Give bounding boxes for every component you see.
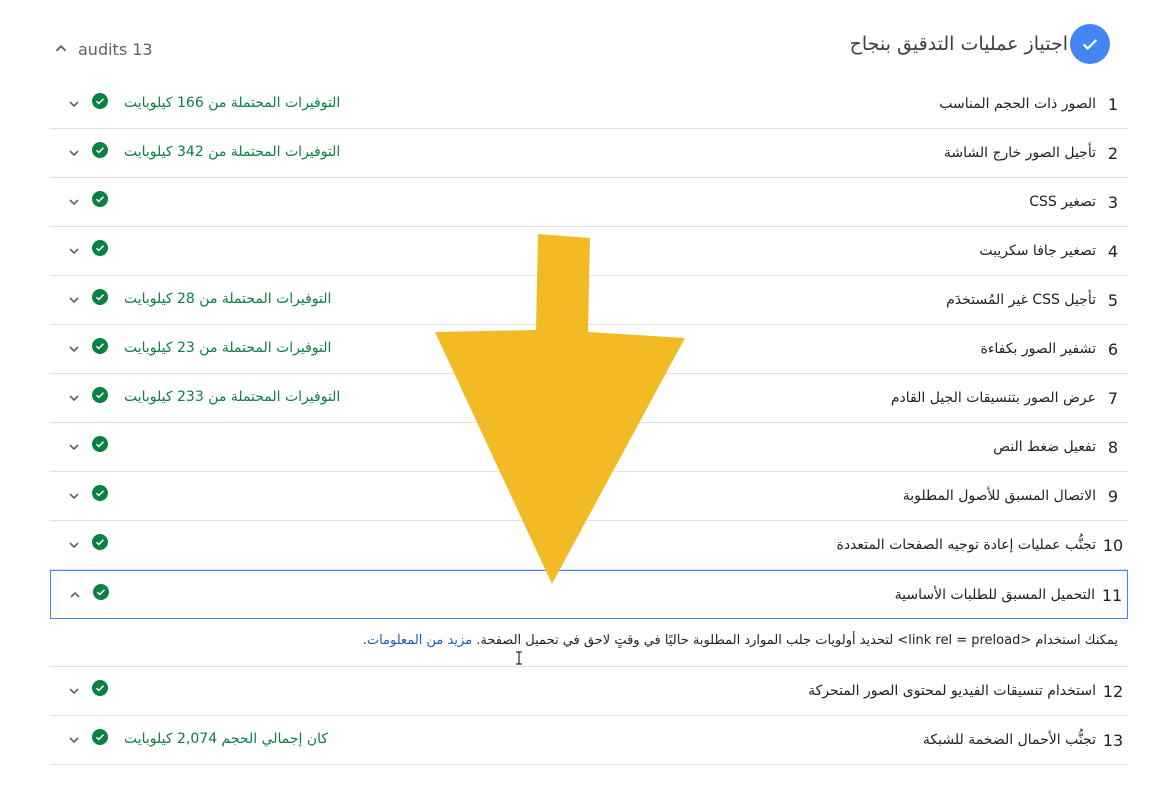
audit-title: تصغير CSS: [1029, 194, 1096, 210]
pass-check-icon: [92, 485, 108, 501]
audit-number: 8: [1107, 437, 1119, 457]
chevron-down-icon[interactable]: [66, 194, 82, 210]
audit-savings: التوفيرات المحتملة من 166 كيلوبايت: [124, 95, 341, 111]
chevron-down-icon[interactable]: [66, 145, 82, 161]
pass-check-icon: [92, 191, 108, 207]
audit-row-status: [67, 571, 109, 619]
audit-description-panel: [50, 619, 1128, 667]
pass-check-icon: [92, 338, 108, 354]
chevron-down-icon[interactable]: [66, 488, 82, 504]
audit-number: 6: [1107, 339, 1119, 359]
audit-savings: التوفيرات المحتملة من 23 كيلوبايت: [124, 340, 332, 356]
audits-count: audits 13: [78, 39, 153, 59]
audit-row-status: [66, 227, 108, 275]
audit-row[interactable]: [50, 716, 1128, 765]
chevron-down-icon[interactable]: [66, 390, 82, 406]
audit-row[interactable]: [50, 129, 1128, 178]
audit-row-status: [66, 374, 340, 422]
audit-row-status: [66, 521, 108, 569]
audit-number: 1: [1107, 94, 1119, 114]
audit-number: 4: [1107, 241, 1119, 261]
chevron-down-icon[interactable]: [66, 439, 82, 455]
audit-row[interactable]: [50, 667, 1128, 716]
audit-savings: التوفيرات المحتملة من 342 كيلوبايت: [124, 144, 341, 160]
audit-row-status: [66, 472, 108, 520]
description-suffix: .: [362, 633, 367, 648]
chevron-down-icon[interactable]: [66, 341, 82, 357]
audit-savings: التوفيرات المحتملة من 233 كيلوبايت: [124, 389, 341, 405]
audit-savings: كان إجمالي الحجم 2,074 كيلوبايت: [124, 731, 329, 747]
audit-row-status: [66, 716, 328, 764]
pass-check-icon: [92, 142, 108, 158]
audit-description: يمكنك استخدام <link rel = preload> لتحديد أولويات جلب الموارد المطلوبة حاليًا في وقتٍ لاحق في تحميل الصفحة.: [476, 633, 1118, 648]
audit-number: 13: [1102, 730, 1124, 750]
audit-number: 3: [1107, 192, 1119, 212]
audit-title: تأجيل الصور خارج الشاشة: [943, 145, 1096, 161]
passed-check-icon: [1070, 24, 1110, 64]
audit-title: تفعيل ضغط النص: [993, 439, 1096, 455]
audit-group-header: [50, 24, 1110, 74]
audit-title: تشفير الصور بكفاءة: [980, 341, 1096, 357]
audit-row[interactable]: [50, 178, 1128, 227]
pass-check-icon: [92, 93, 108, 109]
chevron-down-icon[interactable]: [66, 537, 82, 553]
audit-savings: التوفيرات المحتملة من 28 كيلوبايت: [124, 291, 332, 307]
audit-row-status: [66, 667, 108, 715]
audit-row-status: [66, 325, 331, 373]
group-title: اجتياز عمليات التدقيق بنجاح: [849, 33, 1068, 55]
audit-title: عرض الصور بتنسيقات الجيل القادم: [890, 390, 1096, 406]
chevron-up-icon[interactable]: [67, 587, 83, 603]
chevron-up-icon: [50, 38, 72, 60]
pass-check-icon: [92, 240, 108, 256]
audit-number: 5: [1107, 290, 1119, 310]
text-cursor-icon: [515, 651, 523, 665]
chevron-down-icon[interactable]: [66, 732, 82, 748]
pass-check-icon: [93, 584, 109, 600]
audit-title: تأجيل CSS غير المُستخدَم: [946, 292, 1096, 308]
chevron-down-icon[interactable]: [66, 243, 82, 259]
chevron-down-icon[interactable]: [66, 292, 82, 308]
pass-check-icon: [92, 680, 108, 696]
audit-title: تجنُّب عمليات إعادة توجيه الصفحات المتعددة: [836, 537, 1096, 553]
audit-row-status: [66, 178, 108, 226]
chevron-down-icon[interactable]: [66, 96, 82, 112]
audit-row[interactable]: [50, 80, 1128, 129]
audit-number: 9: [1107, 486, 1119, 506]
down-arrow-annotation: [430, 232, 690, 587]
audit-title: الصور ذات الحجم المناسب: [939, 96, 1096, 112]
audit-number: 12: [1102, 681, 1124, 701]
audit-number: 10: [1102, 535, 1124, 555]
learn-more-link[interactable]: مزيد من المعلومات: [366, 633, 473, 648]
pass-check-icon: [92, 729, 108, 745]
pass-check-icon: [92, 387, 108, 403]
chevron-down-icon[interactable]: [66, 683, 82, 699]
audit-number: 2: [1107, 143, 1119, 163]
pass-check-icon: [92, 436, 108, 452]
audit-row-status: [66, 129, 340, 177]
audit-title: تجنُّب الأحمال الضخمة للشبكة: [922, 732, 1096, 748]
audit-row-status: [66, 423, 108, 471]
pass-check-icon: [92, 534, 108, 550]
audit-row-status: [66, 276, 331, 324]
audit-title: تصغير جافا سكريبت: [979, 243, 1096, 259]
collapse-toggle[interactable]: [50, 38, 153, 60]
audit-number: 11: [1101, 585, 1123, 605]
audit-number: 7: [1107, 388, 1119, 408]
audit-title: استخدام تنسيقات الفيديو لمحتوى الصور المتحركة: [808, 683, 1096, 699]
audit-title: الاتصال المسبق للأصول المطلوبة: [902, 488, 1096, 504]
audit-title: التحميل المسبق للطلبات الأساسية: [894, 587, 1095, 603]
audit-row-status: [66, 80, 340, 128]
pass-check-icon: [92, 289, 108, 305]
